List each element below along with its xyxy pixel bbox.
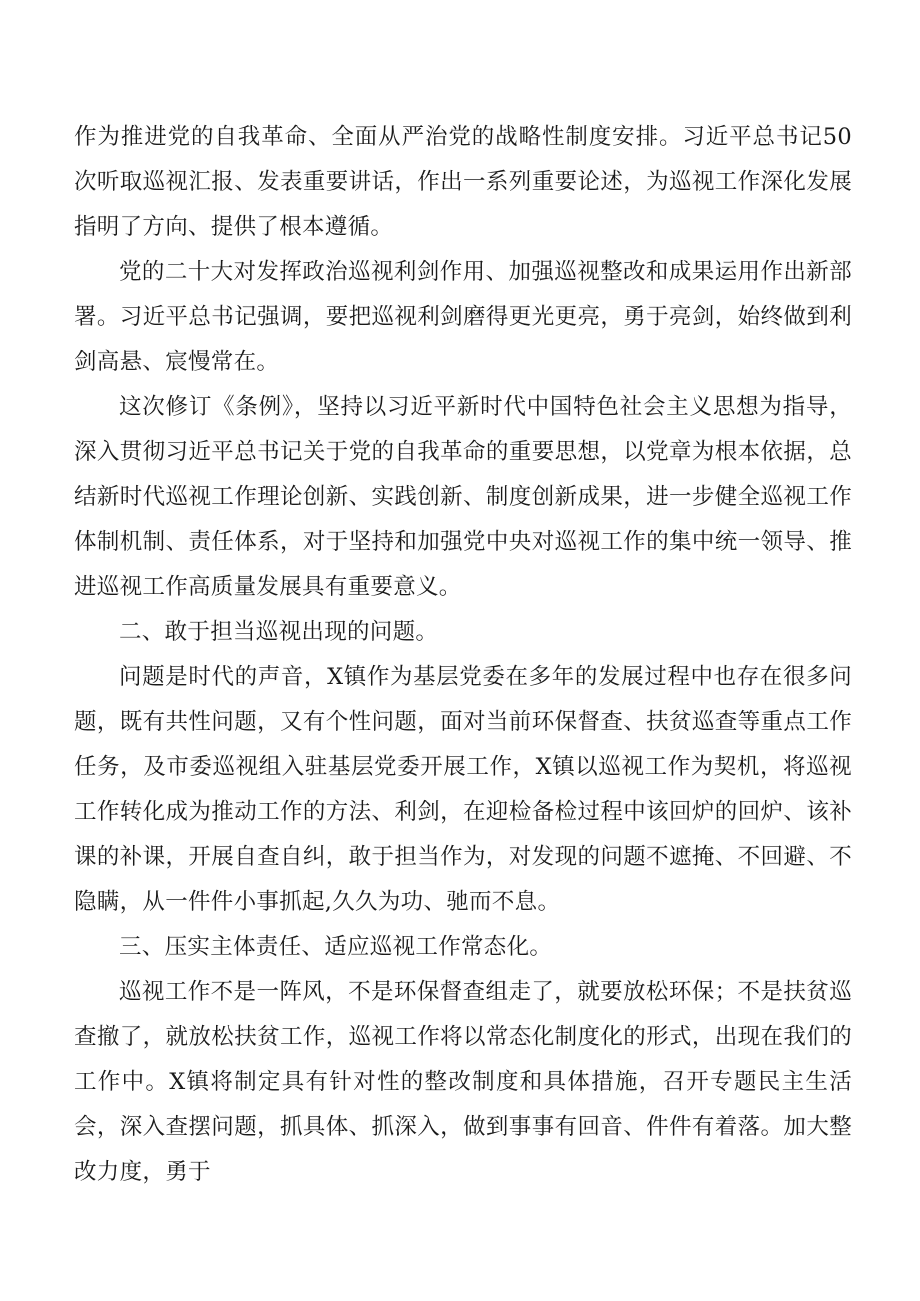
paragraph-normalization: 巡视工作不是一阵风，不是环保督查组走了，就要放松环保；不是扶贫巡查撤了，就放松扶贫工作，巡视工作将以常态化制度化的形式，出现在我们的工作中。X镇将制定具有针对性的整改制度和具体措施，召开专题民主生活会，深入查摆问题，抓具体、抓深入，做到事事有回音、件件有着落。加大整改力度，勇于: [74, 979, 852, 1185]
paragraph-regulation-revision: 这次修订《条例》，坚持以习近平新时代中国特色社会主义思想为指导，深入贯彻习近平总书记关于党的自我革命的重要思想，以党章为根本依据，总结新时代巡视工作理论创新、实践创新、制度创新成果，进一步健全巡视工作体制机制、责任体系，对于坚持和加强党中央对巡视工作的集中统一领导、推进巡视工作高质量发展具有重要意义。: [74, 394, 852, 600]
paragraph-twentieth-congress: 党的二十大对发挥政治巡视利剑作用、加强巡视整改和成果运用作出新部署。习近平总书记强调，要把巡视利剑磨得更光更亮，勇于亮剑，始终做到利剑高悬、宸慢常在。: [74, 259, 852, 375]
section-heading-two: 二、敢于担当巡视出现的问题。: [119, 619, 439, 645]
document-body: [74, 115, 852, 1195]
section-heading-three: 三、压实主体责任、适应巡视工作常态化。: [119, 934, 553, 960]
paragraph-continued: 作为推进党的自我革命、全面从严治党的战略性制度安排。习近平总书记50次听取巡视汇报、发表重要讲话，作出一系列重要论述，为巡视工作深化发展指明了方向、提供了根本遵循。: [74, 124, 852, 240]
paragraph-problems: 问题是时代的声音，X镇作为基层党委在多年的发展过程中也存在很多问题，既有共性问题，又有个性问题，面对当前环保督查、扶贫巡查等重点工作任务，及市委巡视组入驻基层党委开展工作，X镇以巡视工作为契机，将巡视工作转化成为推动工作的方法、利剑，在迎检备检过程中该回炉的回炉、该补课的补课，开展自查自纠，敢于担当作为，对发现的问题不遮掩、不回避、不隐瞒，从一件件小事抓起,久久为功、驰而不息。: [74, 664, 852, 915]
